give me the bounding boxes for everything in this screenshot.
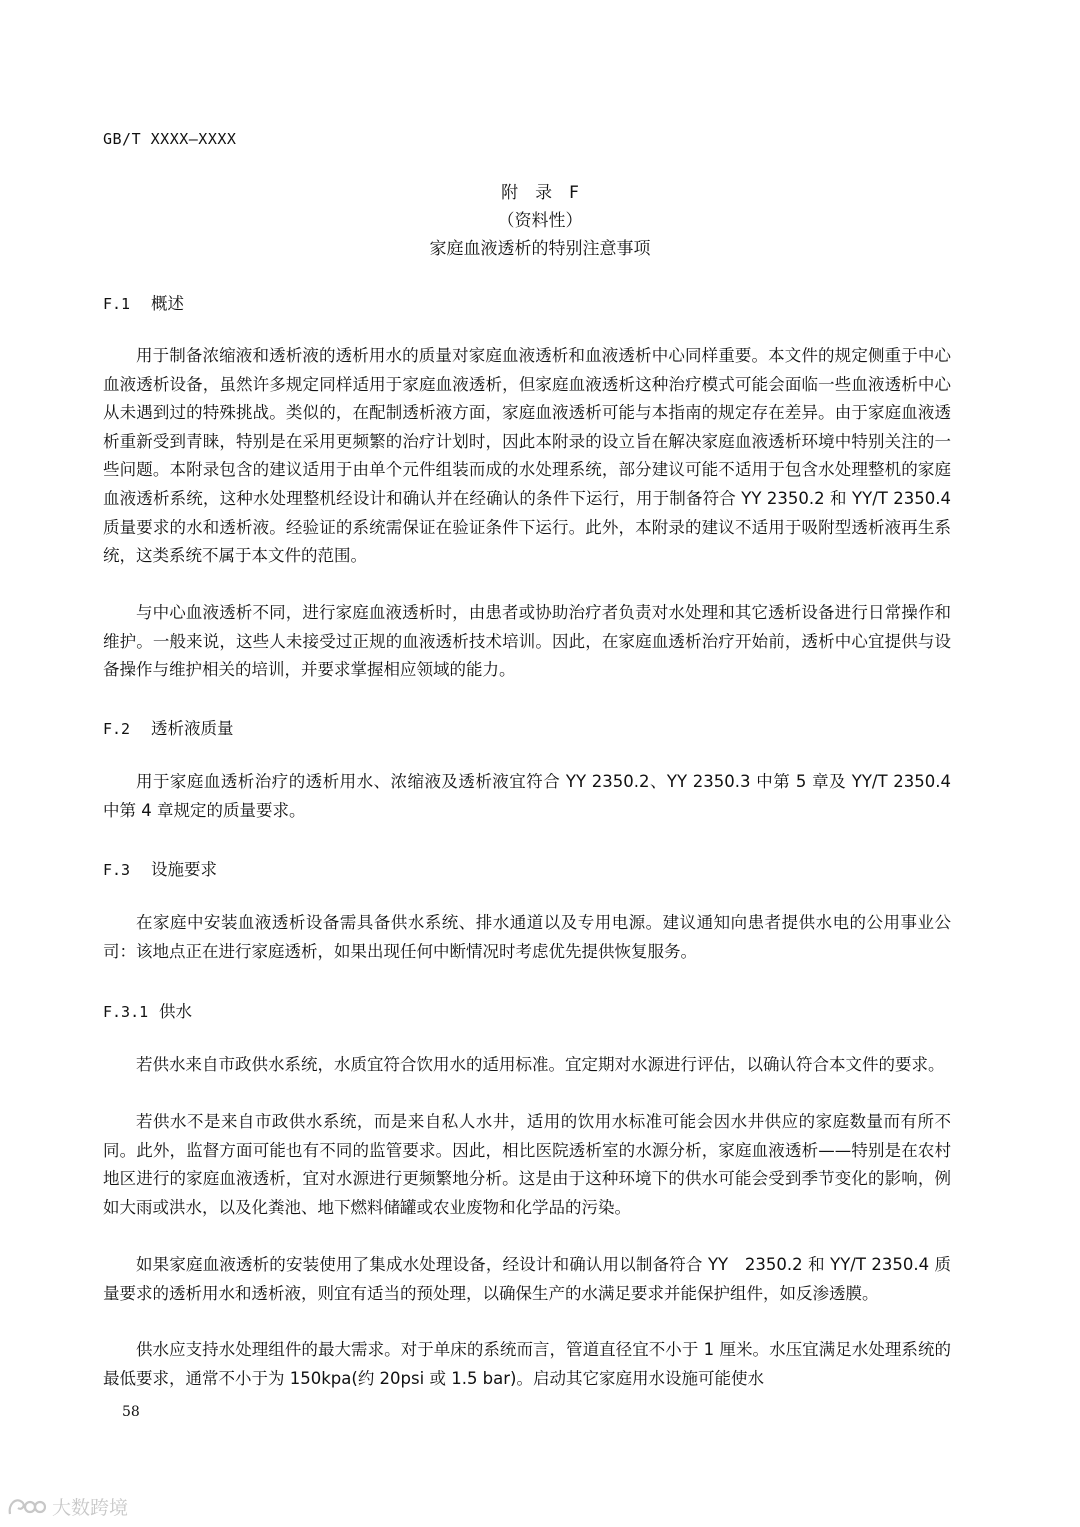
section-number: F.3 <box>103 861 131 879</box>
appendix-subtitle: （资料性） <box>497 211 583 231</box>
section-title: 透析液质量 <box>151 719 234 738</box>
section-title: 供水 <box>159 1002 192 1021</box>
standard-code: GB/T XXXX—XXXX <box>103 130 237 148</box>
paragraph-f1-1: 用于制备浓缩液和透析液的透析用水的质量对家庭血液透析和血液透析中心同样重要。本文件的规定侧重于中心血液透析设备，虽然许多规定同样适用于家庭血液透析，但家庭血液透析这种治疗模式可能会面临一些血液透析中心从未遇到过的特殊挑战。类似的，在配制透析液方面，家庭血液透析可能与本指南的规定存在差异。由于家庭血液透析重新受到青睐，特别是在采用更频繁的治疗计划时，因此本附录的设立旨在解决家庭血液透析环境中特别关注的一些问题。本附录包含的建议适用于由单个元件组装而成的水处理系统，部分建议可能不适用于包含水处理整机的家庭血液透析系统，这种水处理整机经设计和确认并在经确认的条件下运行，用于制备符合 YY 2350.2 和 YY/T 2350.4 质量要求的水和透析液。经验证的系统需保证在验证条件下运行。此外，本附录的建议不适用于吸附型透析液再生系统，这类系统不属于本文件的范围。 <box>103 346 951 566</box>
paragraph-f31-2: 若供水不是来自市政供水系统，而是来自私人水井，适用的饮用水标准可能会因水井供应的家庭数量而有所不同。此外，监督方面可能也有不同的监管要求。因此，相比医院透析室的水源分析，家庭血液透析——特别是在农村地区进行的家庭血液透析，宜对水源进行更频繁地分析。这是由于这种环境下的供水可能会受到季节变化的影响，例如大雨或洪水，以及化粪池、地下燃料储罐或农业废物和化学品的污染。 <box>103 1112 951 1217</box>
watermark <box>6 1493 128 1520</box>
appendix-name: 家庭血液透析的特别注意事项 <box>429 239 651 259</box>
watermark-text: 大数跨境 <box>52 1497 129 1519</box>
section-heading-f2 <box>103 715 234 739</box>
appendix-title: 附 录 F <box>501 183 579 203</box>
logo-icon <box>6 1494 46 1520</box>
section-heading-f1 <box>103 290 184 314</box>
paragraph-f31-1: 若供水来自市政供水系统，水质宜符合饮用水的适用标准。宜定期对水源进行评估，以确认符合本文件的要求。 <box>136 1055 945 1074</box>
paragraph-f2-1: 用于家庭血透析治疗的透析用水、浓缩液及透析液宜符合 YY 2350.2、YY 2350.3 中第 5 章及 YY/T 2350.4 中第 4 章规定的质量要求。 <box>103 772 951 820</box>
paragraph-f31-4: 供水应支持水处理组件的最大需求。对于单床的系统而言，管道直径宜不小于 1 厘米。水压宜满足水处理系统的最低要求，通常不小于为 150kpa(约 20psi 或 1.5 bar)。启动其它家庭用水设施可能使水 <box>103 1340 951 1388</box>
paragraph-f1-2: 与中心血液透析不同，进行家庭血液透析时，由患者或协助治疗者负责对水处理和其它透析设备进行日常操作和维护。一般来说，这些人未接受过正规的血液透析技术培训。因此，在家庭血透析治疗开始前，透析中心宜提供与设备操作与维护相关的培训，并要求掌握相应领域的能力。 <box>103 603 951 680</box>
section-heading-f31 <box>103 998 192 1022</box>
section-heading-f3 <box>103 856 217 880</box>
page-number: 58 <box>122 1404 140 1420</box>
section-title: 概述 <box>151 294 184 313</box>
section-title: 设施要求 <box>151 860 217 879</box>
section-number: F.3.1 <box>103 1003 149 1021</box>
section-number: F.1 <box>103 295 131 313</box>
section-number: F.2 <box>103 720 131 738</box>
paragraph-f3-1: 在家庭中安装血液透析设备需具备供水系统、排水通道以及专用电源。建议通知向患者提供水电的公用事业公司：该地点正在进行家庭透析，如果出现任何中断情况时考虑优先提供恢复服务。 <box>103 913 951 961</box>
paragraph-f31-3: 如果家庭血液透析的安装使用了集成水处理设备，经设计和确认用以制备符合 YY 2350.2 和 YY/T 2350.4 质量要求的透析用水和透析液，则宜有适当的预处理，以确保生产的水满足要求并能保护组件，如反渗透膜。 <box>103 1255 951 1303</box>
